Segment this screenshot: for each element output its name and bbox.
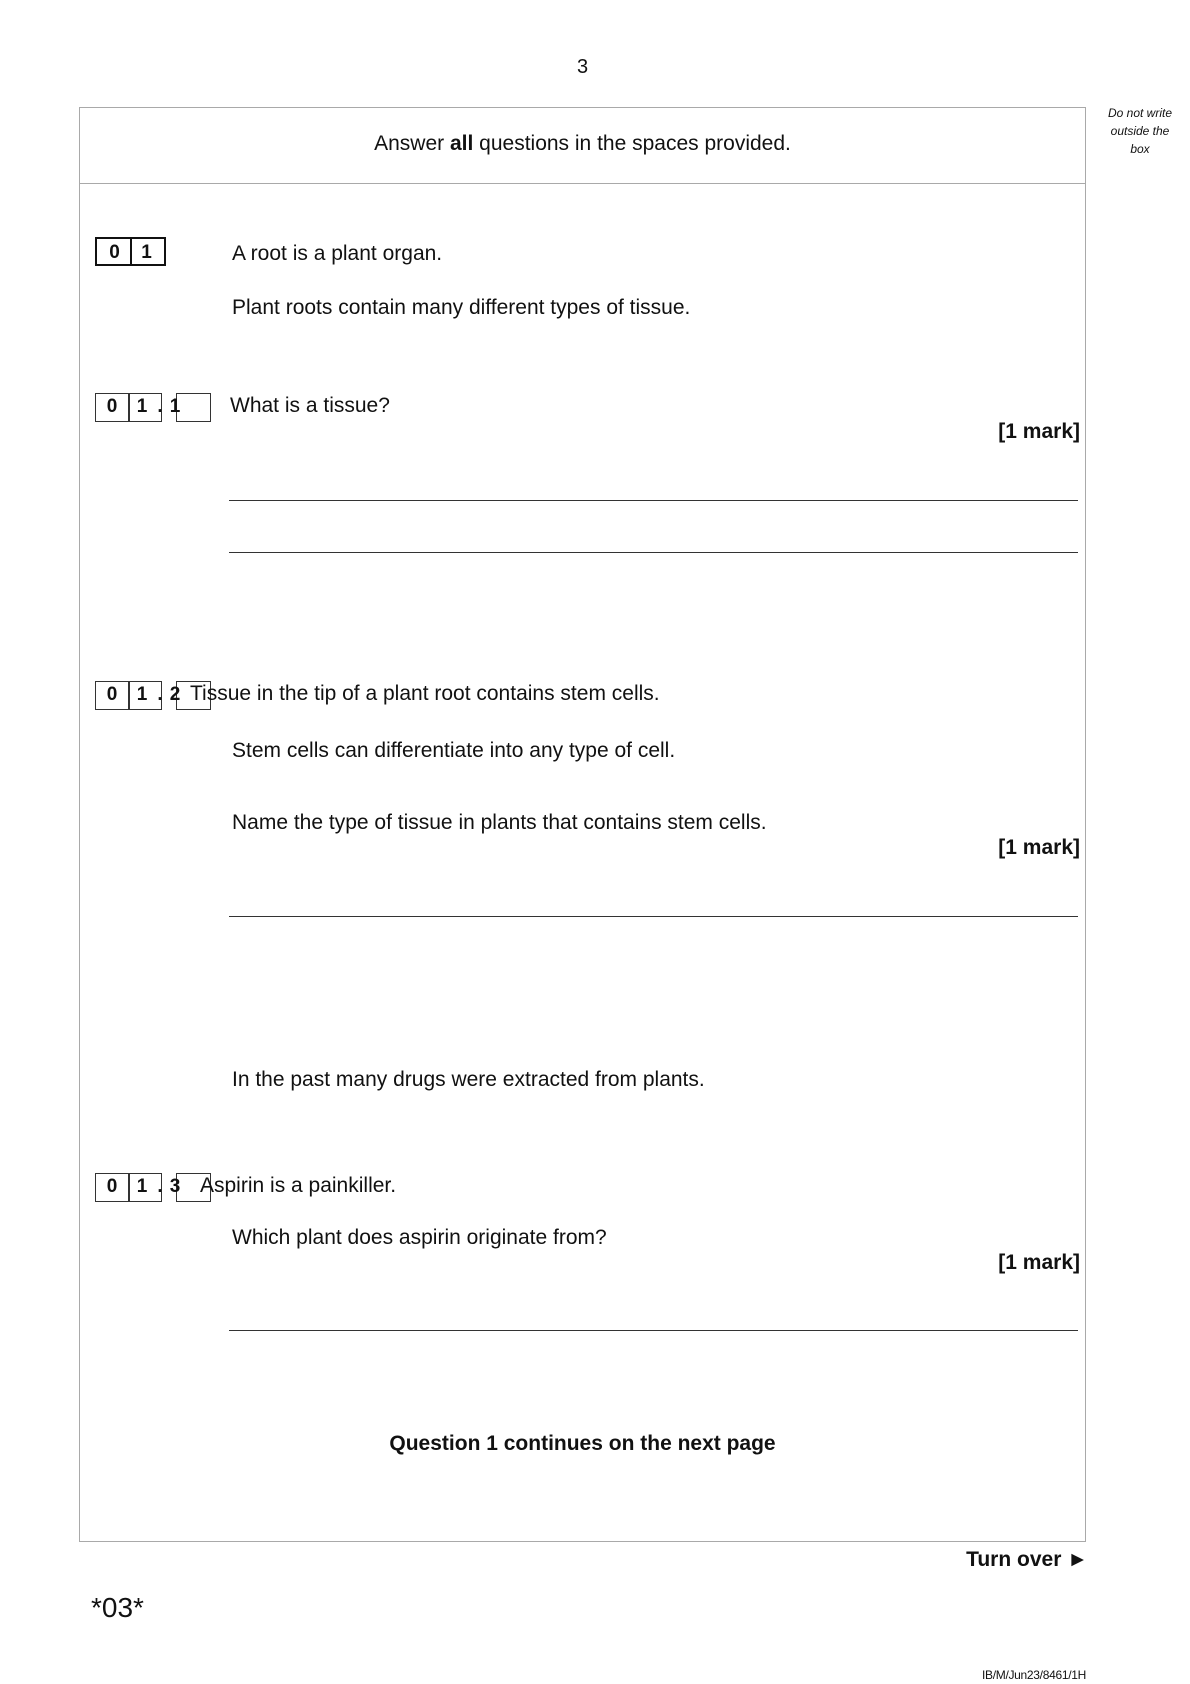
part-number-box bbox=[95, 393, 211, 422]
part-preamble: In the past many drugs were extracted from plants. bbox=[232, 1068, 705, 1091]
margin-note-line: box bbox=[1130, 142, 1150, 156]
part-separator: . bbox=[157, 684, 163, 705]
part-question-text: Name the type of tissue in plants that contains stem cells. bbox=[232, 811, 767, 834]
question-number-digit: 1 bbox=[141, 242, 152, 263]
part-question-text: Tissue in the tip of a plant root contains stem cells. bbox=[190, 682, 660, 705]
part-digit: 1 bbox=[136, 684, 148, 705]
part-separator: . bbox=[157, 396, 163, 417]
margin-note bbox=[1100, 104, 1180, 158]
page-number: 3 bbox=[576, 56, 589, 78]
part-digit: 0 bbox=[106, 684, 118, 705]
page-barcode-text: *03* bbox=[91, 1592, 144, 1623]
answer-line[interactable] bbox=[229, 1330, 1078, 1331]
margin-note-line: outside the bbox=[1110, 124, 1170, 138]
answer-line[interactable] bbox=[229, 916, 1078, 917]
part-digit: 0 bbox=[106, 396, 118, 417]
margin-note-line: Do not write bbox=[1107, 106, 1173, 120]
answer-line[interactable] bbox=[229, 500, 1078, 501]
part-digit: 1 bbox=[136, 396, 148, 417]
instruction-bold: all bbox=[449, 132, 474, 155]
continues-note: Question 1 continues on the next page bbox=[389, 1432, 776, 1455]
answer-line[interactable] bbox=[229, 552, 1078, 553]
part-question-text: Stem cells can differentiate into any type of cell. bbox=[232, 739, 676, 762]
part-number-box bbox=[95, 1173, 211, 1202]
question-intro-line: Plant roots contain many different types of tissue. bbox=[232, 296, 691, 319]
marks-label: [1 mark] bbox=[998, 836, 1080, 859]
part-question-text: Aspirin is a painkiller. bbox=[200, 1174, 397, 1197]
part-digit: 1 bbox=[169, 396, 181, 417]
question-intro-line: A root is a plant organ. bbox=[232, 242, 443, 265]
question-number-digit: 0 bbox=[109, 242, 120, 263]
part-question-text: Which plant does aspirin originate from? bbox=[232, 1226, 607, 1249]
part-question-text: What is a tissue? bbox=[230, 394, 390, 417]
paper-reference: IB/M/Jun23/8461/1H bbox=[981, 1668, 1086, 1682]
part-digit: 0 bbox=[106, 1176, 118, 1197]
question-number-box bbox=[95, 237, 166, 266]
part-separator: . bbox=[157, 1176, 163, 1197]
part-digit: 3 bbox=[169, 1176, 181, 1197]
marks-label: [1 mark] bbox=[998, 420, 1080, 443]
instruction-before: Answer bbox=[374, 132, 450, 155]
part-digit: 2 bbox=[169, 684, 181, 705]
turn-over-label: Turn over ► bbox=[966, 1548, 1088, 1571]
header-divider bbox=[79, 183, 1086, 184]
instruction-after: questions in the spaces provided. bbox=[473, 132, 791, 155]
marks-label: [1 mark] bbox=[998, 1251, 1080, 1274]
instruction-text bbox=[79, 132, 1086, 156]
part-digit: 1 bbox=[136, 1176, 148, 1197]
